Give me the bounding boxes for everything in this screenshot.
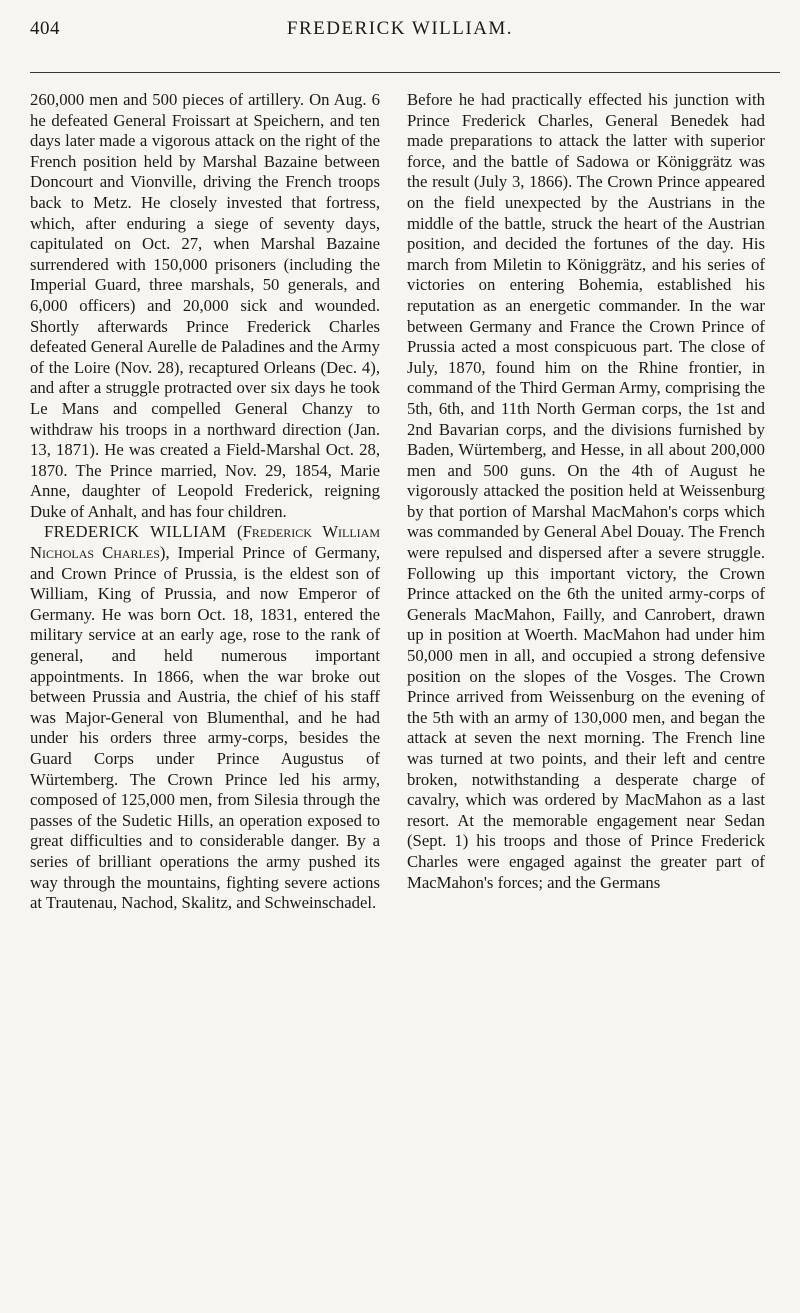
running-title: FREDERICK WILLIAM.	[286, 18, 514, 39]
header-rule	[30, 72, 780, 73]
entry-body: , Imperial Prince of Germany, and Crown Prince of Prussia, is the eldest son of William, King of Prussia, and now Emperor of Germany. He was born Oct. 18, 1831, entered the military service at an early age, rose to the rank of general, and held numerous important appointments. In 1866, when the war broke out between Prussia and Austria, the chief of his staff was Major-General von Blumenthal, and he had under his orders three army-corps, besides the Guard Corps under Prince Augustus of Würtemberg. The Crown Prince led his army, composed of 125,000 men, from Silesia through the passes of the Sudetic Hills, an operation exposed to great difficulties and to considerable danger. By a series of brilliant operations the army pushed its way through the mountains, fighting severe actions at Trautenau, Nachod, Skalitz, and Schweinschadel.	[30, 543, 380, 913]
left-paragraph-1: 260,000 men and 500 pieces of artillery. On Aug. 6 he defeated General Froissart at Speichern, and ten days later made a vigorous attack on the right of the French position held by Marshal Bazaine between Doncourt and Vionville, driving the French troops back to Metz. He closely invested that fortress, which, after enduring a siege of seventy days, capitulated on Oct. 27, when Marshal Bazaine surrendered with 150,000 prisoners (including the Imperial Guard, three marshals, 50 generals, and 6,000 officers) and 20,000 sick and wounded. Shortly afterwards Prince Frederick Charles defeated General Aurelle de Paladines and the Army of the Loire (Nov. 28), recaptured Orleans (Dec. 4), and after a struggle protracted over six days he took Le Mans and compelled General Chanzy to withdraw his troops in a northward direction (Jan. 13, 1871). He was created a Field-Marshal Oct. 28, 1870. The Prince married, Nov. 29, 1854, Marie Anne, daughter of Leopold Frederick, reigning Duke of Anhalt, and has four children.	[30, 90, 380, 521]
entry-fullname: (Frederick William Nicholas Charles)	[30, 522, 380, 563]
left-column	[30, 90, 380, 914]
right-paragraph-1: Before he had practically effected his junction with Prince Frederick Charles, General Benedek had made preparations to attack the latter with superior force, and the battle of Sadowa or Königgrätz was the result (July 3, 1866). The Crown Prince appeared on the field unexpected by the Austrians in the middle of the battle, struck the heart of the Austrian position, and decided the fortunes of the day. His march from Miletin to Königgrätz, and his series of victories on entering Bohemia, established his reputation as an energetic commander. In the war between Germany and France the Crown Prince of Prussia acted a most conspicuous part. The close of July, 1870, found him on the Rhine frontier, in command of the Third German Army, comprising the 5th, 6th, and 11th North German corps, the 1st and 2nd Bavarian corps, and the divisions furnished by Baden, Würtemberg, and Hesse, in all about 200,000 men and 500 guns. On the 4th of August he vigorously attacked the position held at Weissenburg by that portion of Marshal MacMahon's corps which was commanded by General Abel Douay. The French were repulsed and dispersed after a severe struggle. Following up this important victory, the Crown Prince attacked on the 6th the united army-corps of Generals MacMahon, Failly, and Canrobert, drawn up in position at Woerth. MacMahon had under him 50,000 men in all, and occupied a strong defensive position on the slopes of the Vosges. The Crown Prince arrived from Weissenburg on the evening of the 5th with an army of 130,000 men, and began the attack at seven the next morning. The French line was turned at two points, and their left and centre broken, notwithstanding a desperate charge of cavalry, which was ordered by MacMahon as a last resort. At the memorable engagement near Sedan (Sept. 1) his troops and those of Prince Frederick Charles were engaged against the greater part of MacMahon's forces; and the Germans	[407, 90, 765, 892]
entry-headword: FREDERICK WILLIAM	[44, 522, 227, 542]
page-header	[30, 18, 770, 66]
right-column	[407, 90, 765, 893]
page-number: 404	[30, 18, 60, 39]
entry-frederick-william	[30, 522, 380, 913]
